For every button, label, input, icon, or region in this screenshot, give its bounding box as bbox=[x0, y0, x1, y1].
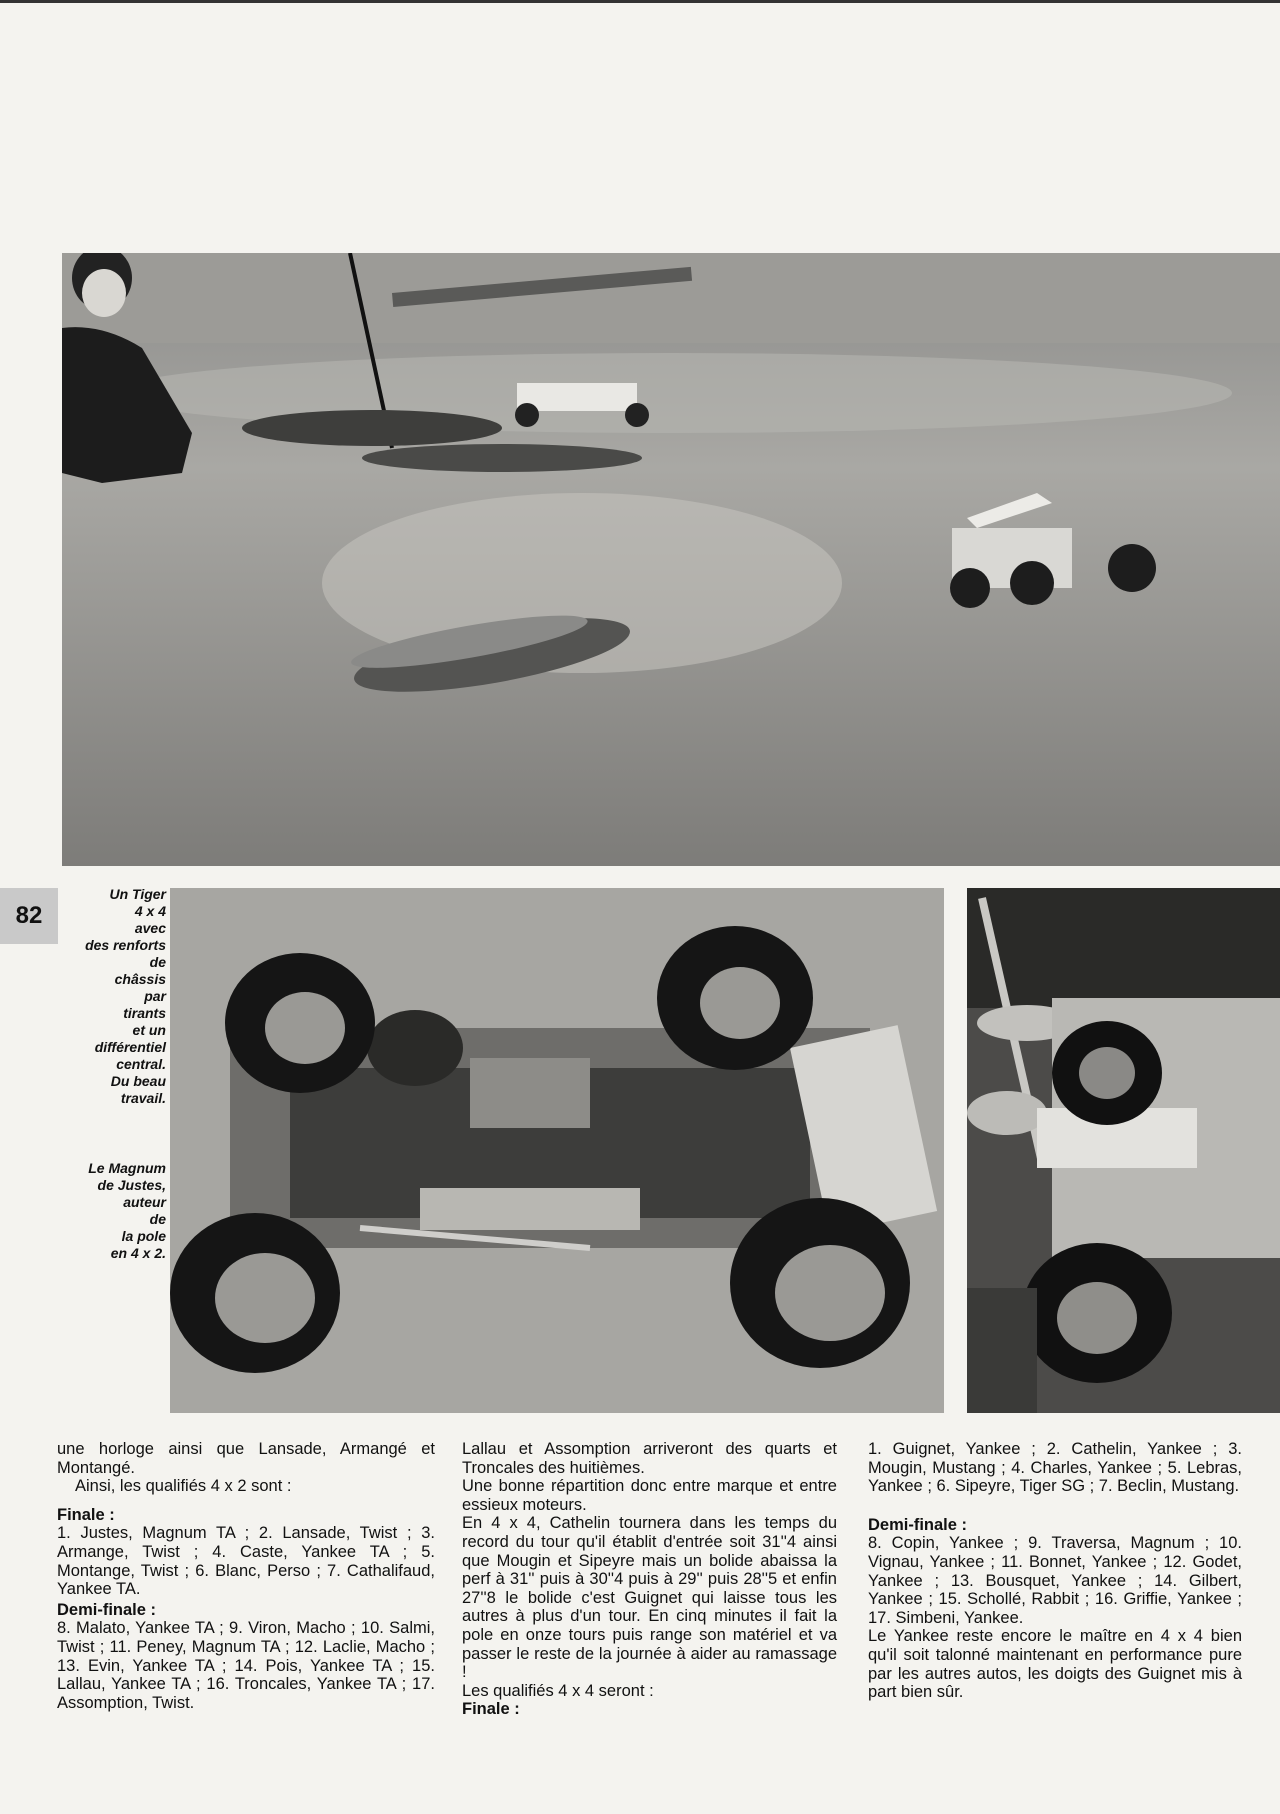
text-column-3 bbox=[868, 1440, 1242, 1702]
col1-demi-heading: Demi-finale : bbox=[57, 1600, 157, 1619]
magnum-pit-photo bbox=[967, 888, 1280, 1413]
race-track-photo bbox=[62, 253, 1280, 866]
col2-paragraph-3: En 4 x 4, Cathelin tournera dans les temps du record du tour qu'il établit d'entrée soit 31''4 ainsi que Mougin et Sipeyre mais un bolide abaissa la perf à 31'' puis à 30''4 puis à 29'' puis 28''5 et enfin 27''8 le bolide c'est Guignet qui laisse tous les autres à plus d'un tour. En cinq minutes il fait la pole en onze tours puis range son matériel et va passer le reste de la journée à aider au ramassage ! bbox=[462, 1514, 837, 1682]
col3-demi-heading: Demi-finale : bbox=[868, 1515, 968, 1534]
col3-demi-list: 8. Copin, Yankee ; 9. Traversa, Magnum ; 10. Vignau, Yankee ; 11. Bonnet, Yankee ; 12. Godet, Yankee ; 13. Bousquet, Yankee ; 14. Gilbert, Yankee ; 15. Schollé, Rabbit ; 16. Griffie, Yankee ; 17. Simbeni, Yankee. bbox=[868, 1534, 1242, 1627]
col1-finale-list: 1. Justes, Magnum TA ; 2. Lansade, Twist ; 3. Armange, Twist ; 4. Caste, Yankee TA ; 5. Montange, Twist ; 6. Blanc, Perso ; 7. Cathalifaud, Yankee TA. bbox=[57, 1524, 435, 1599]
col1-demi-list: 8. Malato, Yankee TA ; 9. Viron, Macho ; 10. Salmi, Twist ; 11. Peney, Magnum TA ; 12. Laclie, Macho ; 13. Evin, Yankee TA ; 14. Pois, Yankee TA ; 15. Lallau, Yankee TA ; 16. Troncales, Yankee TA ; 17. Assomption, Twist. bbox=[57, 1619, 435, 1712]
text-column-2 bbox=[462, 1440, 837, 1719]
caption-magnum: Le Magnum de Justes, auteur de la pole en 4 x 2. bbox=[88, 1160, 166, 1261]
caption-tiger: Un Tiger 4 x 4 avec des renforts de châssis par tirants et un différentiel central. Du beau travail. bbox=[85, 886, 166, 1106]
top-rule bbox=[0, 0, 1280, 3]
col2-paragraph-4: Les qualifiés 4 x 4 seront : bbox=[462, 1681, 654, 1700]
buggy-chassis-photo bbox=[170, 888, 944, 1413]
col2-paragraph-2: Une bonne répartition donc entre marque et entre essieux moteurs. bbox=[462, 1477, 837, 1514]
text-column-1 bbox=[57, 1440, 435, 1712]
col1-paragraph-1: une horloge ainsi que Lansade, Armangé et Montangé. bbox=[57, 1440, 435, 1477]
col2-finale-heading: Finale : bbox=[462, 1700, 520, 1719]
col3-finale-list: 1. Guignet, Yankee ; 2. Cathelin, Yankee ; 3. Mougin, Mustang ; 4. Charles, Yankee ; 5. Lebras, Yankee ; 6. Sipeyre, Tiger SG ; 7. Beclin, Mustang. bbox=[868, 1440, 1242, 1496]
col3-paragraph-end: Le Yankee reste encore le maître en 4 x 4 bien qu'il soit talonné maintenant en performance pure par les autres autos, les doigts des Guignet mis à part bien sûr. bbox=[868, 1627, 1242, 1702]
col2-paragraph-1: Lallau et Assomption arriveront des quarts et Troncales des huitièmes. bbox=[462, 1440, 837, 1477]
col1-paragraph-2: Ainsi, les qualifiés 4 x 2 sont : bbox=[75, 1477, 292, 1496]
col1-finale-heading: Finale : bbox=[57, 1505, 115, 1524]
page-number: 82 bbox=[0, 888, 58, 944]
